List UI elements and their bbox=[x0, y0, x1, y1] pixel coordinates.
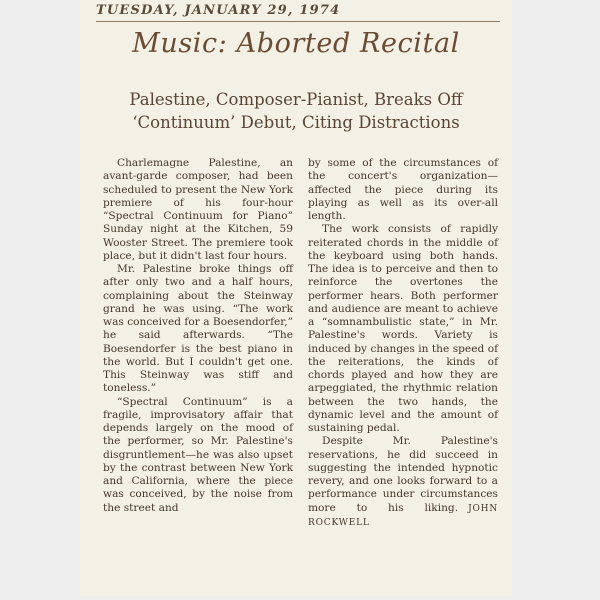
dateline: TUESDAY, JANUARY 29, 1974 bbox=[96, 3, 341, 18]
byline: JOHN ROCKWELL bbox=[308, 503, 498, 528]
paragraph: Mr. Palestine broke things off after only two and a half hours, complaining about the Steinway grand he was using. “The work was conceived for a Boesendorfer,” he said afterwards. “The Boesendorfer is the best piano in the world. But I couldn't get one. This Steinway was stiff and toneless.” bbox=[103, 263, 293, 395]
header-rule bbox=[96, 21, 500, 22]
subhead bbox=[80, 88, 512, 134]
paragraph-text: Despite Mr. Palestine's reservations, he did succeed in suggesting the intended hypnotic revery, and one looks forward to a performance under circumstances more to his liking. bbox=[308, 435, 498, 514]
paragraph: by some of the circumstances of the concert's organization—affected the piece during its playing as well as its over-all length. bbox=[308, 157, 498, 222]
subhead-line-2: ‘Continuum’ Debut, Citing Distractions bbox=[132, 113, 460, 132]
headline: Music: Aborted Recital bbox=[132, 28, 460, 59]
paragraph bbox=[308, 435, 498, 530]
article-column-left bbox=[103, 157, 293, 515]
paragraph: The work consists of rapidly reiterated chords in the middle of the keyboard using both hands. The idea is to perceive and then to reinforce the overtones the performer hears. Both performer and audience are meant to achieve a “somnambulistic state,” in Mr. Palestine's words. Variety is induced by changes in the speed of the reiterations, the kinds of chords played and how they are arpeggiated, the rhythmic relation between the two hands, the dynamic level and the amount of sustaining pedal. bbox=[308, 223, 498, 434]
paragraph: “Spectral Continuum” is a fragile, improvisatory affair that depends largely on the mood of the performer, so Mr. Palestine's disgruntlement—he was also upset by the contrast between New York and California, where the piece was conceived, by the noise from the street and bbox=[103, 395, 293, 514]
article-column-right bbox=[308, 157, 498, 530]
subhead-line-1: Palestine, Composer-Pianist, Breaks Off bbox=[129, 90, 463, 109]
paragraph: Charlemagne Palestine, an avant-garde composer, had been scheduled to present the New York premiere of his four-hour “Spectral Continuum for Piano” Sunday night at the Kitchen, 59 Wooster Street. The premiere took place, but it didn't last four hours. bbox=[103, 157, 293, 262]
